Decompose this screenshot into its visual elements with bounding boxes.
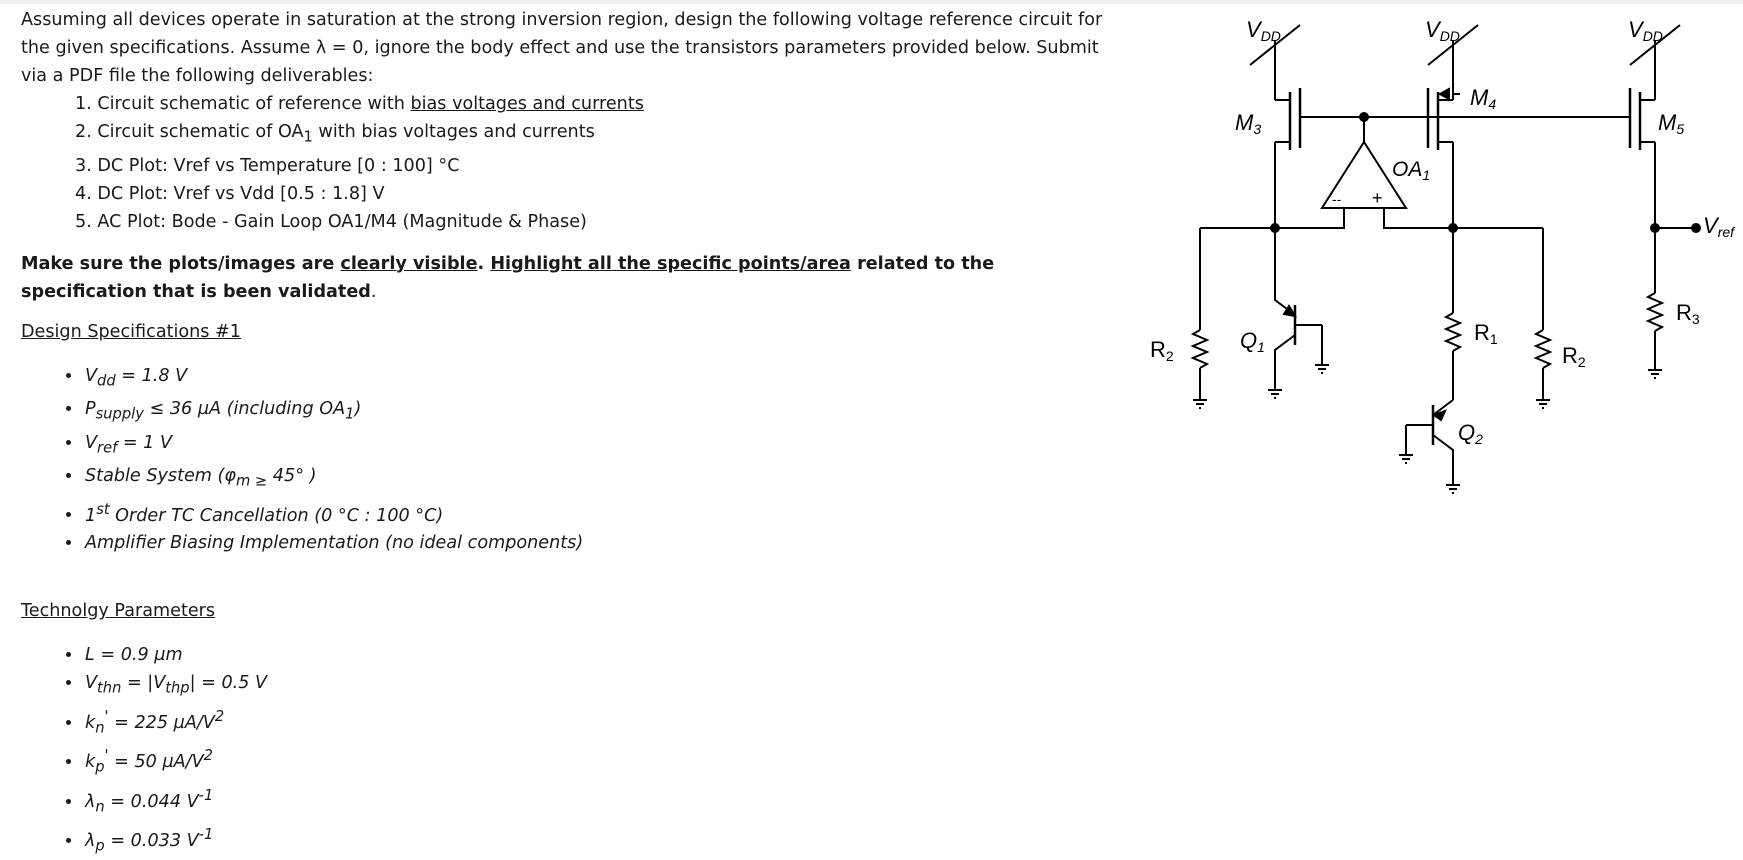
vref-label: Vref — [1703, 213, 1735, 240]
bjt-q2 — [1399, 400, 1483, 493]
opamp-oa1 — [1275, 117, 1453, 228]
r2-right-label: R2 — [1562, 343, 1586, 370]
tech-heading: Technolgy Parameters — [21, 601, 216, 622]
vdd-label-3: VDD — [1628, 17, 1663, 44]
spec-list — [21, 362, 1121, 558]
vdd-label-1: VDD — [1246, 17, 1281, 44]
tech-lambda-p: • $\lambda_p = 0.033$ $V^{-1}$ — [83, 821, 1121, 860]
q2-label: Q2 — [1458, 420, 1483, 447]
resistor-r2-left — [1150, 228, 1207, 408]
tech-length: • L = 0.9 µm — [83, 641, 1121, 669]
resistor-r2-right — [1536, 228, 1586, 408]
spec-vref: • $V_{ref} = 1$ V — [83, 429, 1121, 463]
spec-biasing: • Amplifier Biasing Implementation (no ideal components) — [83, 529, 1121, 557]
deliverables-list — [21, 90, 1121, 236]
tech-vth: • $V_{thn} = |V_{thp}| = 0.5$ V — [83, 669, 1121, 703]
transistor-m3 — [1235, 88, 1300, 228]
tech-kp: • $k_p' = 50$ $\mu A/V^2$ — [83, 742, 1121, 781]
spec-tc: • 1st Order TC Cancellation (0 °C : 100 °C) — [83, 496, 1121, 530]
spec-psupply: • $P_{supply} \le 36$ µA (including $OA_1$) — [83, 395, 1121, 429]
resistor-r3 — [1648, 228, 1700, 378]
voltage-reference-schematic — [1140, 0, 1740, 500]
deliverable-2: 2. Circuit schematic of $OA_1$ with bias voltages and currents — [75, 122, 595, 146]
oa-minus: -- — [1332, 191, 1342, 207]
vdd-label-2: VDD — [1425, 17, 1460, 44]
m5-label: M5 — [1658, 110, 1685, 137]
tech-kn: • $k_n' = 225$ $\mu A/V^2$ — [83, 703, 1121, 742]
deliverable-4: 4. DC Plot: Vref vs Vdd [0.5 : 1.8] V — [75, 183, 385, 204]
m3-label: M3 — [1235, 110, 1262, 137]
tech-lambda-n: • $\lambda_n = 0.044$ $V^{-1}$ — [83, 782, 1121, 821]
vref-output — [1651, 213, 1736, 240]
deliverable-1: 1. Circuit schematic of reference with bias voltages and currents — [75, 94, 644, 114]
deliverable-3: 3. DC Plot: Vref vs Temperature [0 : 100] °C — [75, 155, 460, 176]
bias-link: bias voltages and currents — [410, 94, 644, 114]
vdd-symbol-3 — [1628, 17, 1680, 100]
vdd-symbol-1 — [1246, 17, 1300, 100]
r1-label: R1 — [1474, 320, 1498, 347]
transistor-m4 — [1428, 85, 1496, 228]
spec-vdd: • $V_{dd} = 1.8$ V — [83, 362, 1121, 396]
transistor-m5 — [1630, 88, 1684, 228]
r2-left-label: R2 — [1150, 337, 1174, 364]
m4-label: M4 — [1470, 85, 1497, 112]
deliverable-5: 5. AC Plot: Bode - Gain Loop OA1/M4 (Magnitude & Phase) — [75, 211, 587, 232]
oa-label: OA1 — [1392, 158, 1431, 183]
q1-label: Q1 — [1240, 328, 1265, 355]
spec-heading: Design Specifications #1 — [21, 321, 241, 342]
intro-paragraph: Assuming all devices operate in saturation at the strong inversion region, design the following voltage reference circuit for the given specifications. Assume λ = 0, ignore the body effect and use the transistors parameters provided below. Submit via a PDF file the following deliverables: — [21, 10, 1103, 86]
resistor-r1 — [1446, 228, 1498, 400]
visibility-note: Make sure the plots/images are clearly visible. Highlight all the specific points/area related to the specification that is been validated. — [21, 253, 995, 302]
tech-list — [21, 641, 1121, 860]
oa-plus: + — [1372, 188, 1383, 208]
spec-stability: • Stable System ($\varphi_{m \ge}$ 45° ) — [83, 462, 1121, 496]
r3-label: R3 — [1676, 300, 1700, 327]
bjt-q1 — [1240, 228, 1329, 398]
problem-text — [21, 6, 1121, 860]
